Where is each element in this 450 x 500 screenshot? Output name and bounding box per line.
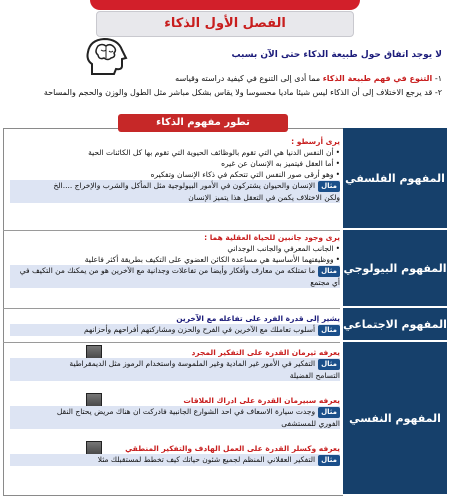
spacer xyxy=(10,429,340,443)
brain-head-icon xyxy=(84,36,130,78)
example-cont: التسامح الفضيلة xyxy=(10,370,340,381)
list-item: •وهو أرقى صور النفس التي تتحكم في ذكاء الإنسان وتفكيره xyxy=(150,170,340,179)
top-banner xyxy=(90,0,360,10)
concept-philosophical-label: المفهوم الفلسفي xyxy=(343,128,447,230)
section-header: تطور مفهوم الذكاء xyxy=(118,114,288,132)
example-tag: مثال xyxy=(318,455,340,466)
biological-intro: يرى وجود جانبين للحياة العقلية هما : xyxy=(204,233,340,242)
spacer xyxy=(10,381,340,395)
example-tag: مثال xyxy=(318,359,340,370)
example-line: مثالالإنسان والحيوان يشتركون في الأمور البيولوجية مثل المأكل والشرب والإخراج ....الخ xyxy=(10,180,340,192)
reason-number: ٢- xyxy=(434,88,442,97)
example-tag: مثال xyxy=(318,266,340,277)
list-item: •ووظيفتهما الأساسية هي مساعدة الكائن العضوي على التكيف بطريقة أكثر فاعلية xyxy=(84,255,340,264)
example-tag: مثال xyxy=(318,325,340,336)
chapter-title: الفصل الأول الذكاء xyxy=(96,11,354,37)
concept-biological-label: المفهوم البيولوجي xyxy=(343,230,447,308)
philosophical-intro: يرى أرسطو : xyxy=(291,137,340,146)
reason-1 xyxy=(6,73,442,85)
concept-social-label: المفهوم الاجتماعي xyxy=(343,308,447,342)
thurstone-intro: يعرفه ثيرمان القدرة على التفكير المجرد xyxy=(191,348,340,357)
row-divider xyxy=(3,230,340,231)
example-line: مثالما تمتلكه من معارف وأفكار وأيضا من تفاعلات وجدانية مع الآخرين هو من يمكنك من التكيف في أي مجتمع xyxy=(10,265,340,288)
reason-highlight: التنوع في فهم طبيعة الذكاء xyxy=(322,74,433,83)
reason-text: قد يرجع الاختلاف إلى أن الذكاء ليس شيئا ماديا محسوسا ولا يقاس بشكل مباشر مثل الطول والوزن والحجم والمساحة xyxy=(43,88,433,97)
reason-text: مما أدى إلى التنوع في كيفية دراسته وقياسه xyxy=(175,74,321,83)
psychological-content xyxy=(10,347,340,466)
reason-2 xyxy=(6,87,442,99)
spearman-intro: يعرفه سبيرمان القدرة على ادراك العلاقات xyxy=(183,396,340,405)
example-line: مثالوجدت سيارة الاسعاف في احد الشوارع الجانبية فادركت ان هناك مريض يحتاج النقل xyxy=(10,406,340,418)
reason-number: ١- xyxy=(434,74,442,83)
wechsler-intro: يعرفه وكسلر القدرة على العمل الهادف والتفكير المنطقي xyxy=(125,444,340,453)
example-line: مثالالتفكير في الأمور غير المادية وغير الملموسة واستخدام الرموز مثل الديمقراطية xyxy=(10,358,340,370)
list-item: •أما العقل فيتميز به الإنسان عن غيره xyxy=(221,159,340,168)
list-item: •الجانب المعرفي والجانب الوجداني xyxy=(227,244,340,253)
social-content xyxy=(10,313,340,336)
intro-question: لا يوجد اتفاق حول طبيعة الذكاء حتى الآن بسبب xyxy=(231,50,442,60)
social-intro: يشير إلى قدرة الفرد على تفاعله مع الآخرين xyxy=(176,314,340,323)
concept-psychological-label: المفهوم النفسي xyxy=(343,342,447,496)
biological-content xyxy=(10,232,340,288)
list-item: •أن النفس الدنيا هي التي تقوم بالوظائف الحيوية التي تقوم بها كل الكائنات الحية xyxy=(88,148,340,157)
example-note: ولكن الاختلاف يكمن في التعقل هذا يتميز الإنسان xyxy=(10,192,340,203)
example-line: مثالأسلوب تعاملك مع الآخرين في الفرح والحزن ومشاركتهم أفراحهم وأحزانهم xyxy=(10,324,340,336)
philosophical-content xyxy=(10,136,340,203)
example-line: مثالالتفكير العقلاني المنظم لجميع شئون حياتك كيف تخطط لمستقبلك مثلا xyxy=(10,454,340,466)
example-cont: الفوري للمستشفى xyxy=(10,418,340,429)
example-tag: مثال xyxy=(318,407,340,418)
row-divider xyxy=(3,308,340,309)
example-tag: مثال xyxy=(318,181,340,192)
row-divider xyxy=(3,342,340,343)
